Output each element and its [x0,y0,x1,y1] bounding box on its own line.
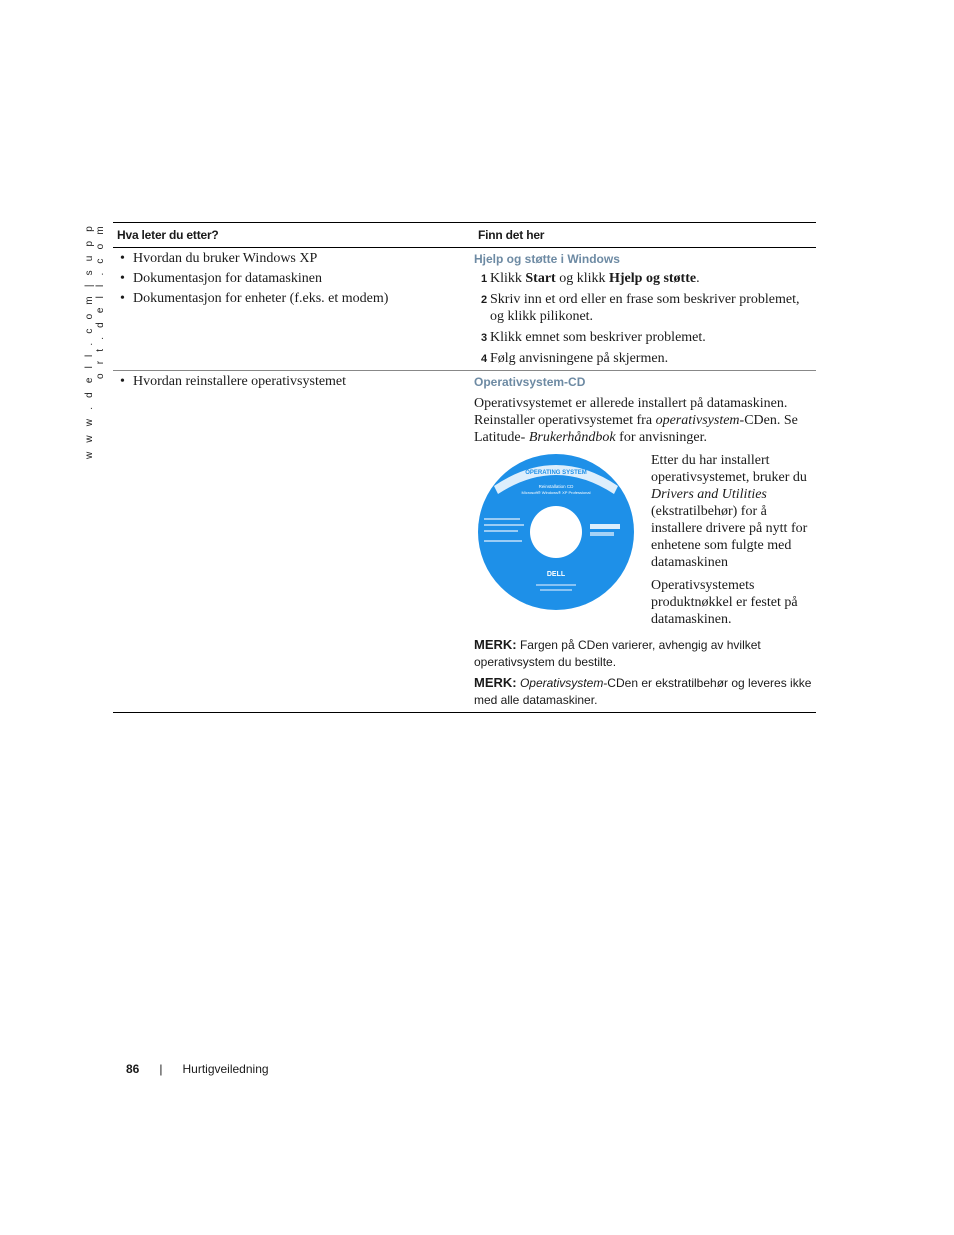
os-cd-intro [474,395,816,446]
table-header [113,223,816,248]
row2-left [113,371,474,712]
step-item [474,329,816,346]
table-row [113,248,816,370]
step-text: Skriv inn et ord eller en frase som beskriver problemet, og klikk pilikonet. [490,292,800,324]
section-title-help: Hjelp og støtte i Windows [474,252,620,266]
note-italic: Operativsystem [519,676,604,690]
step-text: Klikk emnet som beskriver problemet. [490,330,706,345]
intro-text: for anvisninger. [615,430,708,445]
table-row [113,370,816,712]
step-number: 3 [481,332,488,344]
note-label: MERK: [474,637,517,652]
note-text: -CDen er ekstratilbehør og leveres ikke med alle datamaskiner. [474,676,812,707]
list-item: • Hvordan reinstallere operativsystemet [120,372,474,392]
row2-bullets [113,372,474,392]
note-text: Fargen på CDen varierer, avhengig av hvilket operativsystem du bestilte. [474,638,761,669]
section-title-os-cd: Operativsystem-CD [474,375,586,389]
step-item [474,270,816,287]
row1-left [113,248,474,370]
cd-text: (ekstratilbehør) for å installere drivere på nytt for enhetene som fulgte med datamaskinen [651,504,808,570]
cd-description [651,452,816,634]
cd-line1: Reinstallation CD [538,484,574,489]
cd-image [474,452,651,634]
list-item: • Dokumentasjon for enheter (f.eks. et modem) [120,289,474,309]
cd-sticker [590,524,620,529]
cd-text-line [484,540,522,542]
row2-right [474,371,816,712]
cd-paragraph [651,452,816,571]
cd-text-line [536,584,576,586]
header-left: Hva leter du etter? [117,228,219,242]
step-number: 2 [481,294,488,306]
step-number: 4 [481,353,488,365]
intro-italic: operativsystem [655,413,740,428]
cd-text-line [540,589,572,591]
start-label: Start [525,271,556,286]
intro-text: -CDen. Se Latitude- [474,413,798,445]
cd-text-line [484,524,524,526]
step-text: og klikk [555,271,609,286]
note-optional [474,674,816,709]
step-text: Følg anvisningene på skjermen. [490,351,669,366]
cd-banner-text: OPERATING SYSTEM [525,470,587,476]
step-text: Klikk [490,271,526,286]
step-number: 1 [481,273,488,285]
row1-right [474,248,816,370]
page-footer [126,1062,269,1076]
intro-italic: Brukerhåndbok [528,430,616,445]
note-color [474,636,816,671]
page-number: 86 [126,1062,140,1076]
cd-text: Etter du har installert operativsystemet, bruker du [651,453,807,485]
info-table [113,222,816,713]
list-item: • Dokumentasjon for datamaskinen [120,269,474,289]
cd-logo: DELL [546,571,566,578]
list-item: • Hvordan du bruker Windows XP [120,249,474,269]
footer-separator: | [159,1062,163,1076]
cd-text-line [484,530,518,532]
cd-line2: Microsoft® Windows® XP Professional [521,490,591,495]
cd-text-line [484,518,520,520]
cd-paragraph: Operativsystemets produktnøkkel er festet på datamaskinen. [651,578,798,627]
side-url: w w w . d e l l . c o m | s u p p o r t . d e l l . c o m [84,222,106,459]
row1-bullets [113,249,474,309]
help-support-label: Hjelp og støtte [609,271,697,286]
note-label: MERK: [474,675,517,690]
step-item [474,291,816,325]
step-text: . [696,271,700,286]
cd-hole [530,506,582,558]
drivers-utilities-italic: Drivers and Utilities [651,487,767,502]
cd-disc-icon [474,452,639,617]
header-right: Finn det her [478,228,545,242]
step-item [474,350,816,367]
footer-title: Hurtigveiledning [182,1062,269,1076]
help-steps [474,270,816,367]
intro-text: Operativsystemet er allerede installert på datamaskinen. Reinstaller operativsystemet fra [474,396,788,428]
cd-block [474,452,816,634]
cd-sticker [590,532,614,536]
